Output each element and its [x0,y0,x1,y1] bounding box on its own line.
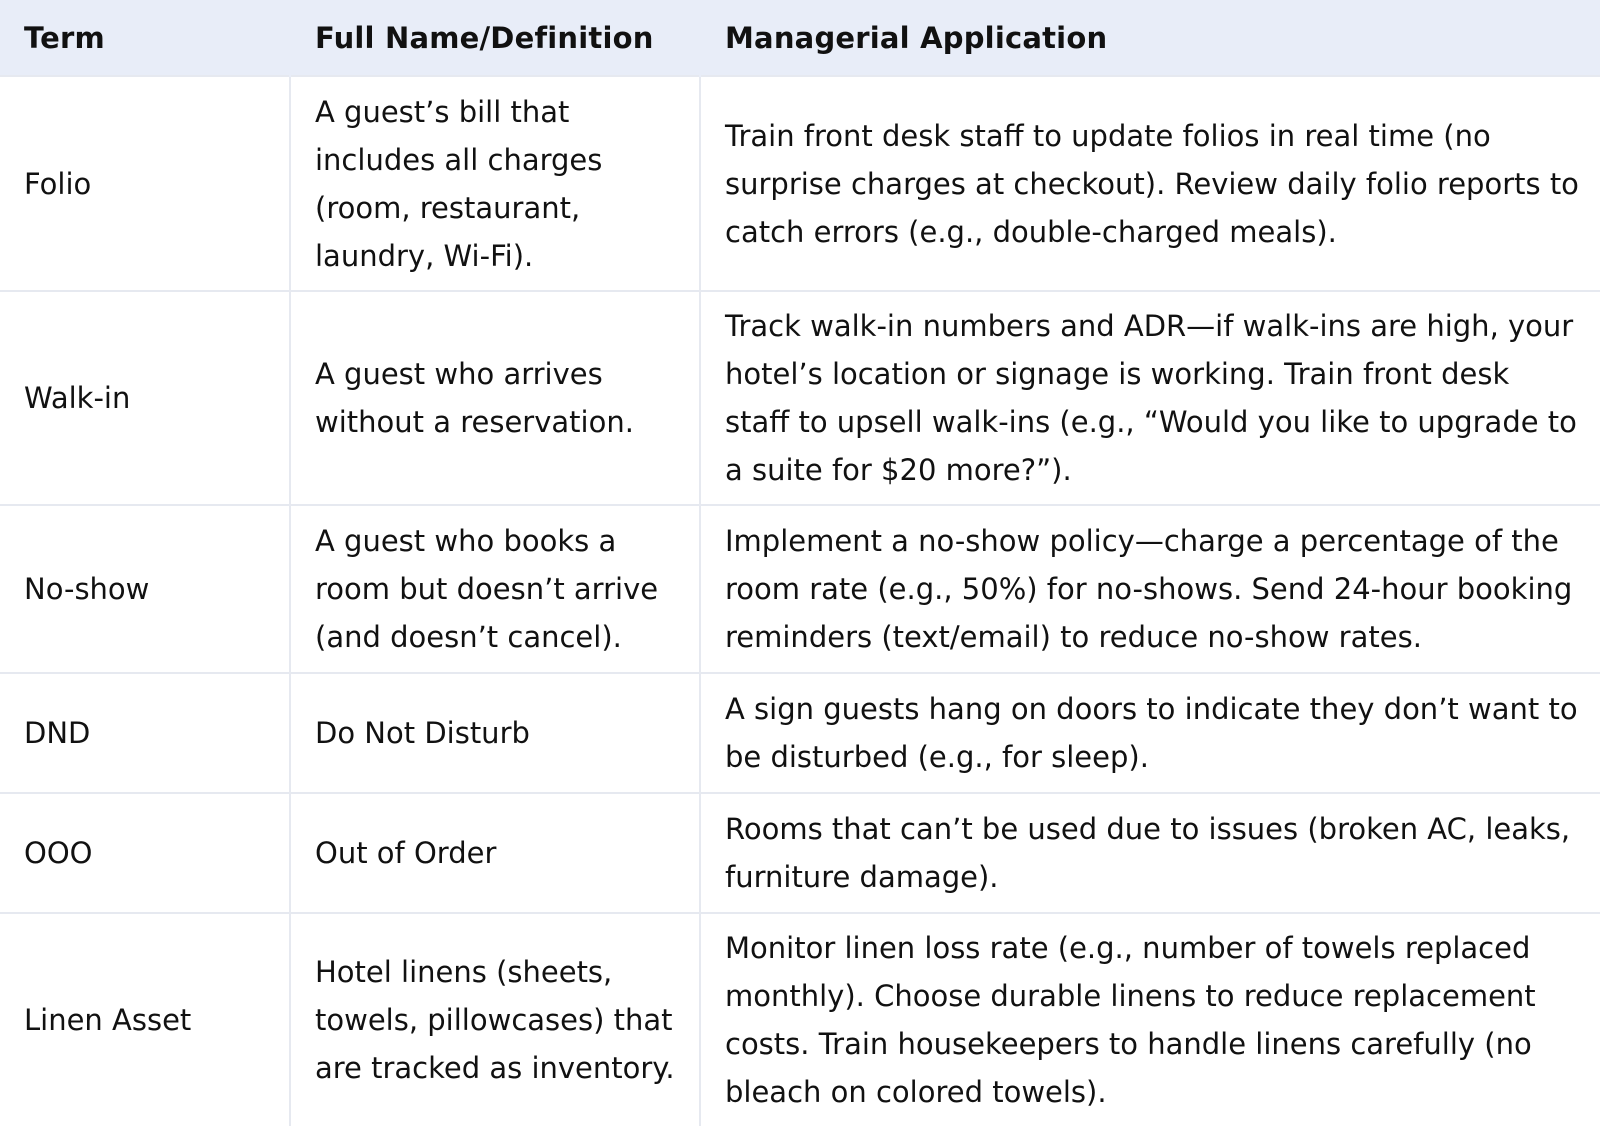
application-cell: Monitor linen loss rate (e.g., number of towels replaced monthly). Choose durable linens to reduce replacement costs. Train housekeepers to handle linens carefully (no bleach on colored towels). [700,913,1600,1126]
header-application: Managerial Application [725,20,1108,55]
term-cell: DND [0,673,290,793]
table-row [0,505,1600,673]
definition-cell: A guest who books a room but doesn’t arrive (and doesn’t cancel). [290,505,700,673]
term-cell: Folio [0,76,290,291]
application-cell: Track walk-in numbers and ADR—if walk-ins are high, your hotel’s location or signage is working. Train front desk staff to upsell walk-ins (e.g., “Would you like to upgrade to a suite for $20 more?”). [700,291,1600,505]
application-cell: Implement a no-show policy—charge a percentage of the room rate (e.g., 50%) for no-shows. Send 24-hour booking reminders (text/email) to reduce no-show rates. [700,505,1600,673]
definition-cell: Do Not Disturb [290,673,700,793]
table-row [0,76,1600,291]
header-row [0,0,1600,76]
definition-cell: Out of Order [290,793,700,913]
application-cell: Rooms that can’t be used due to issues (broken AC, leaks, furniture damage). [700,793,1600,913]
table-row [0,913,1600,1126]
table-row [0,673,1600,793]
term-cell: Linen Asset [0,913,290,1126]
term-cell: OOO [0,793,290,913]
term-cell: No-show [0,505,290,673]
definition-cell: A guest who arrives without a reservation. [290,291,700,505]
header-definition: Full Name/Definition [290,0,700,76]
table-row [0,793,1600,913]
application-cell: A sign guests hang on doors to indicate they don’t want to be disturbed (e.g., for sleep). [700,673,1600,793]
definition-cell: Hotel linens (sheets, towels, pillowcases) that are tracked as inventory. [290,913,700,1126]
table-row [0,291,1600,505]
table-body [0,76,1600,1126]
definition-cell: A guest’s bill that includes all charges (room, restaurant, laundry, Wi-Fi). [290,76,700,291]
term-cell: Walk-in [0,291,290,505]
header-term: Term [0,0,290,76]
table-header [0,0,1600,76]
application-cell: Train front desk staff to update folios in real time (no surprise charges at checkout). Review daily folio reports to catch errors (e.g., double-charged meals). [700,76,1600,291]
